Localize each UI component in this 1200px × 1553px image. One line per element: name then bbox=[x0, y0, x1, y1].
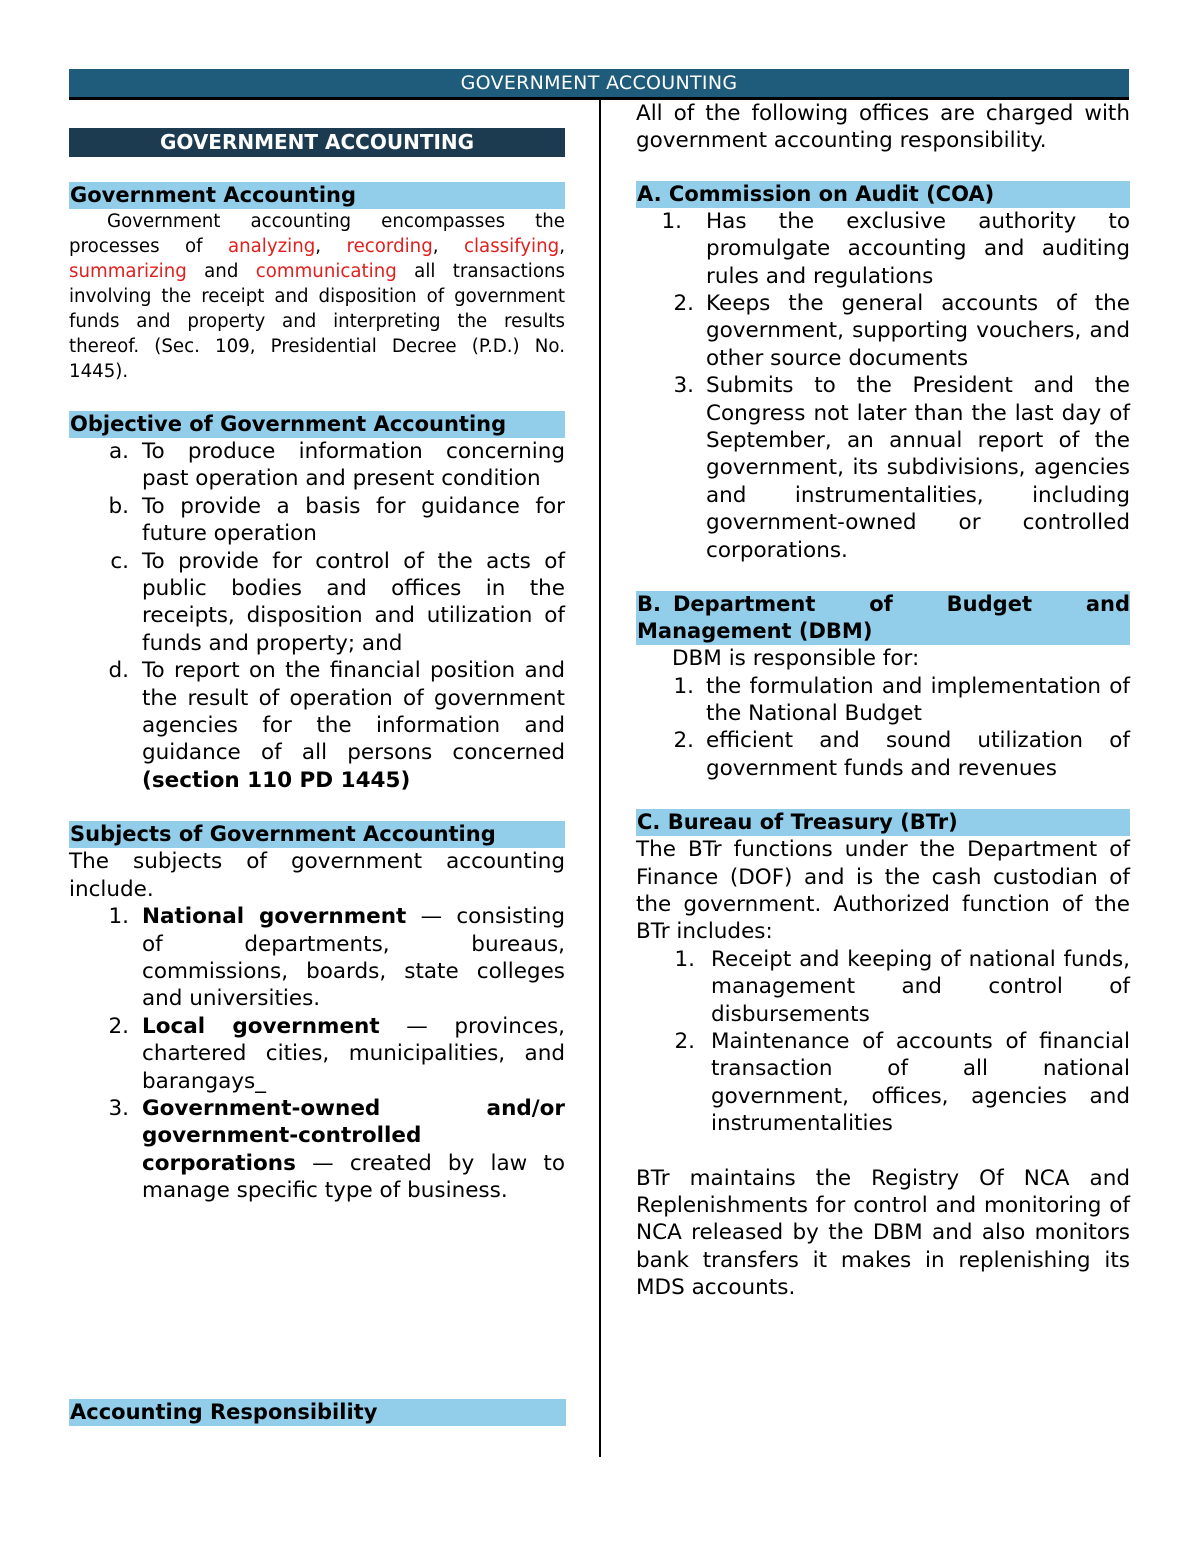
list-item-text: — created by law to manage specific type of business. bbox=[142, 1150, 565, 1204]
section-heading-coa: A. Commission on Audit (COA) bbox=[636, 181, 1130, 208]
definition-text-1: Government accounting encompasses the processes of bbox=[69, 211, 565, 257]
dbm-intro: DBM is responsible for: bbox=[672, 646, 920, 672]
section-heading-dbm bbox=[636, 591, 1130, 645]
keyword-recording: recording bbox=[346, 236, 433, 257]
list-item bbox=[636, 1028, 1130, 1138]
list-item bbox=[69, 1095, 565, 1205]
list-item bbox=[636, 208, 1130, 290]
list-item bbox=[69, 1013, 565, 1095]
section-heading-accounting-responsibility: Accounting Responsibility bbox=[69, 1399, 566, 1426]
objective-list bbox=[69, 438, 565, 794]
page-header: GOVERNMENT ACCOUNTING bbox=[69, 69, 1129, 97]
left-column bbox=[69, 100, 566, 1424]
list-item-text: Receipt and keeping of national funds, management and control of disbursements bbox=[711, 946, 1130, 1027]
column-divider bbox=[599, 100, 601, 1457]
heading-line-2: Management (DBM) bbox=[637, 619, 873, 644]
offices-intro: All of the following offices are charged with government accounting responsibility. bbox=[636, 101, 1130, 154]
list-item bbox=[636, 727, 1130, 782]
list-marker: d. bbox=[108, 658, 129, 684]
list-item-text: Submits to the President and the Congress not later than the last day of September, an annual report of the government, its subdivisions, agencies and instrumentalities, including government-owned or controlled corporations. bbox=[706, 373, 1130, 563]
list-item-text: the formulation and implementation of the National Budget bbox=[706, 673, 1130, 726]
list-item bbox=[69, 493, 565, 548]
list-item bbox=[69, 657, 565, 794]
list-marker: 2. bbox=[673, 728, 694, 754]
list-item-text: Keeps the general accounts of the government, supporting vouchers, and other source documents bbox=[706, 291, 1130, 371]
keyword-analyzing: analyzing bbox=[227, 236, 316, 257]
list-item-text: Maintenance of accounts of financial transaction of all national government, offices, agencies and instrumentalities bbox=[711, 1028, 1130, 1137]
keyword-classifying: classifying bbox=[464, 236, 560, 257]
list-item bbox=[69, 548, 565, 658]
dbm-list bbox=[636, 673, 1130, 783]
list-marker: 1. bbox=[673, 673, 694, 699]
keyword-summarizing: summarizing bbox=[69, 261, 187, 282]
btr-intro: The BTr functions under the Department of Finance (DOF) and is the cash custodian of the government. Authorized function of the BTr includes: bbox=[636, 837, 1130, 945]
list-item-term: National government bbox=[142, 904, 407, 930]
document-title: GOVERNMENT ACCOUNTING bbox=[69, 128, 565, 157]
heading-letter: B. bbox=[637, 592, 661, 617]
list-marker: 3. bbox=[673, 373, 694, 399]
list-item-text: To provide a basis for guidance for future operation bbox=[142, 493, 565, 547]
list-item bbox=[69, 438, 565, 493]
government-accounting-definition: Government accounting encompasses the processes of analyzing, recording, classifying, summarizing and communicating all transactions involving the receipt and disposition of government funds and property and interpreting the results thereof. (Sec. 109, Presidential Decree (P.D.) No. 1445). bbox=[69, 211, 565, 382]
btr-closing: BTr maintains the Registry Of NCA and Replenishments for control and monitoring of NCA released by the DBM and also monitors bank transfers it makes in replenishing its MDS accounts. bbox=[636, 1165, 1130, 1301]
list-item-term: Government-owned and/or government-controlled corporations bbox=[142, 1095, 565, 1176]
citation: (section 110 PD 1445) bbox=[142, 767, 411, 793]
definition-and: and bbox=[204, 261, 239, 282]
definition-text-2: all transactions involving the receipt and disposition of government funds and property and interpreting the results thereof. (Sec. 109, Presidential Decree (P.D.) No. 1445). bbox=[69, 261, 565, 382]
list-marker: c. bbox=[110, 548, 129, 574]
subjects-list bbox=[69, 903, 565, 1204]
list-marker: 1. bbox=[661, 208, 682, 234]
list-marker: 2. bbox=[673, 291, 694, 317]
list-item-term: Local government bbox=[142, 1013, 380, 1039]
list-item-text: Has the exclusive authority to promulgate accounting and auditing rules and regulations bbox=[706, 208, 1130, 289]
list-marker: 1. bbox=[674, 946, 695, 972]
list-marker: 2. bbox=[108, 1013, 129, 1039]
list-item bbox=[69, 903, 565, 1013]
section-heading-government-accounting: Government Accounting bbox=[69, 182, 565, 209]
list-item-text: To provide for control of the acts of public bodies and offices in the receipts, disposition and utilization of funds and property; and bbox=[142, 548, 565, 656]
list-item bbox=[636, 372, 1130, 564]
list-item-text: — provinces, chartered cities, municipalities, and barangays_ bbox=[142, 1013, 565, 1094]
list-marker: 3. bbox=[108, 1095, 129, 1121]
btr-list bbox=[636, 946, 1130, 1138]
list-marker: b. bbox=[108, 493, 129, 519]
section-heading-btr: C. Bureau of Treasury (BTr) bbox=[636, 809, 1130, 836]
section-heading-subjects: Subjects of Government Accounting bbox=[69, 821, 565, 848]
coa-list bbox=[636, 208, 1130, 564]
list-item-text: efficient and sound utilization of government funds and revenues bbox=[706, 728, 1130, 781]
subjects-intro: The subjects of government accounting include. bbox=[69, 849, 565, 902]
keyword-communicating: communicating bbox=[255, 261, 397, 282]
list-item bbox=[636, 673, 1130, 728]
list-item-text: To report on the financial position and the result of operation of government agencies for the information and guidance of all persons concerned bbox=[142, 658, 565, 766]
list-marker: 2. bbox=[674, 1028, 695, 1054]
list-item-text: — consisting of departments, bureaus, commissions, boards, state colleges and universities. bbox=[142, 904, 566, 1012]
right-column bbox=[636, 100, 1130, 1302]
section-heading-objective: Objective of Government Accounting bbox=[69, 411, 565, 438]
list-marker: 1. bbox=[108, 904, 129, 930]
heading-line-1: Department of Budget and bbox=[673, 592, 1130, 617]
list-item bbox=[636, 946, 1130, 1028]
list-marker: a. bbox=[108, 439, 129, 464]
list-item bbox=[636, 290, 1130, 372]
list-item-text: To produce information concerning past operation and present condition bbox=[142, 439, 565, 492]
